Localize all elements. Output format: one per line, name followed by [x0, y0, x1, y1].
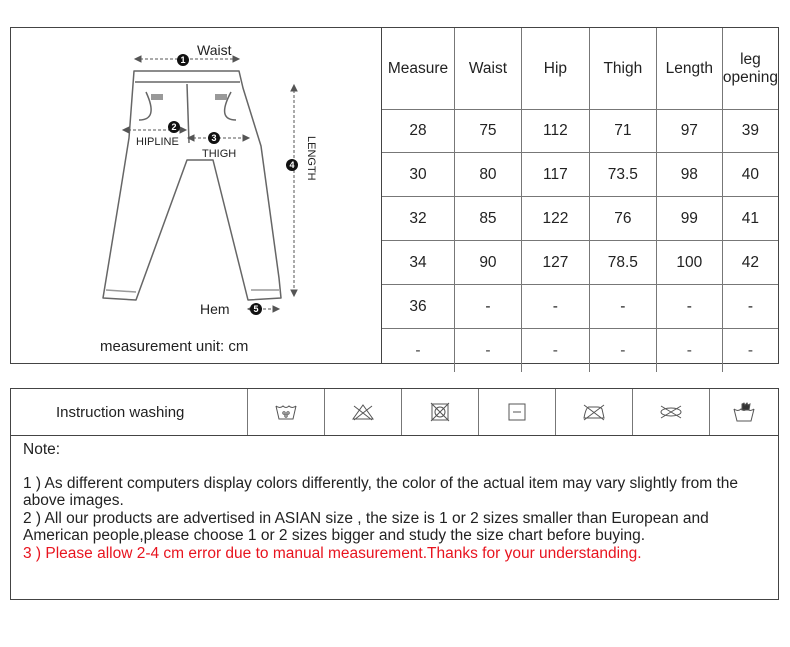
pants-diagram	[11, 28, 381, 363]
header-waist: Waist	[454, 28, 521, 110]
svg-text:2: 2	[171, 122, 177, 132]
svg-text:5: 5	[253, 304, 259, 314]
table-row: 32 85 122 76 99 41	[382, 197, 778, 241]
header-hip: Hip	[521, 28, 589, 110]
header-measure: Measure	[382, 28, 454, 110]
note-1: 1 ) As different computers display colors differently, the color of the actual item may vary slightly from the above images.	[23, 474, 739, 509]
notes	[23, 441, 773, 562]
svg-text:4: 4	[289, 160, 295, 170]
header-length: Length	[656, 28, 722, 110]
measurement-unit: measurement unit: cm	[100, 338, 249, 355]
washing-and-notes-panel	[10, 388, 779, 600]
svg-text:1: 1	[180, 55, 186, 65]
table-row: - - - - - -	[382, 329, 778, 373]
header-leg-opening: leg opening	[722, 28, 778, 110]
do-not-dry-clean-icon	[658, 404, 684, 420]
size-chart-panel	[10, 27, 779, 364]
length-label: LENGTH	[305, 136, 317, 181]
pants-outline	[103, 71, 281, 300]
do-not-iron-icon	[581, 403, 607, 421]
thigh-label: THIGH	[202, 148, 237, 160]
notes-title: Note:	[23, 441, 61, 458]
washing-instructions-row	[11, 389, 778, 436]
table-header-row	[382, 28, 778, 110]
hem-label: Hem	[200, 301, 230, 317]
header-thigh: Thigh	[589, 28, 656, 110]
dry-flat-icon	[507, 402, 527, 422]
hipline-label: HIPLINE	[136, 136, 179, 148]
note-2: 2 ) All our products are advertised in ASIAN size , the size is 1 or 2 sizes smaller than European and American people,please choose 1 or 2 sizes bigger and study the size chart before buying.	[23, 509, 709, 544]
hand-wash-icon	[275, 403, 297, 421]
waist-label: Waist	[197, 42, 232, 58]
do-not-tumble-dry-icon	[429, 402, 451, 422]
table-row: 34 90 127 78.5 100 42	[382, 241, 778, 285]
svg-text:3: 3	[211, 133, 217, 143]
hand-wash-only-icon	[732, 401, 756, 423]
note-3: 3 ) Please allow 2-4 cm error due to manual measurement.Thanks for your understanding.	[23, 544, 642, 562]
table-row: 28 75 112 71 97 39	[382, 110, 778, 153]
table-row: 30 80 117 73.5 98 40	[382, 153, 778, 197]
size-table	[382, 28, 778, 372]
washing-label: Instruction washing	[11, 389, 248, 435]
do-not-bleach-icon	[351, 403, 375, 421]
table-row: 36 - - - - -	[382, 285, 778, 329]
